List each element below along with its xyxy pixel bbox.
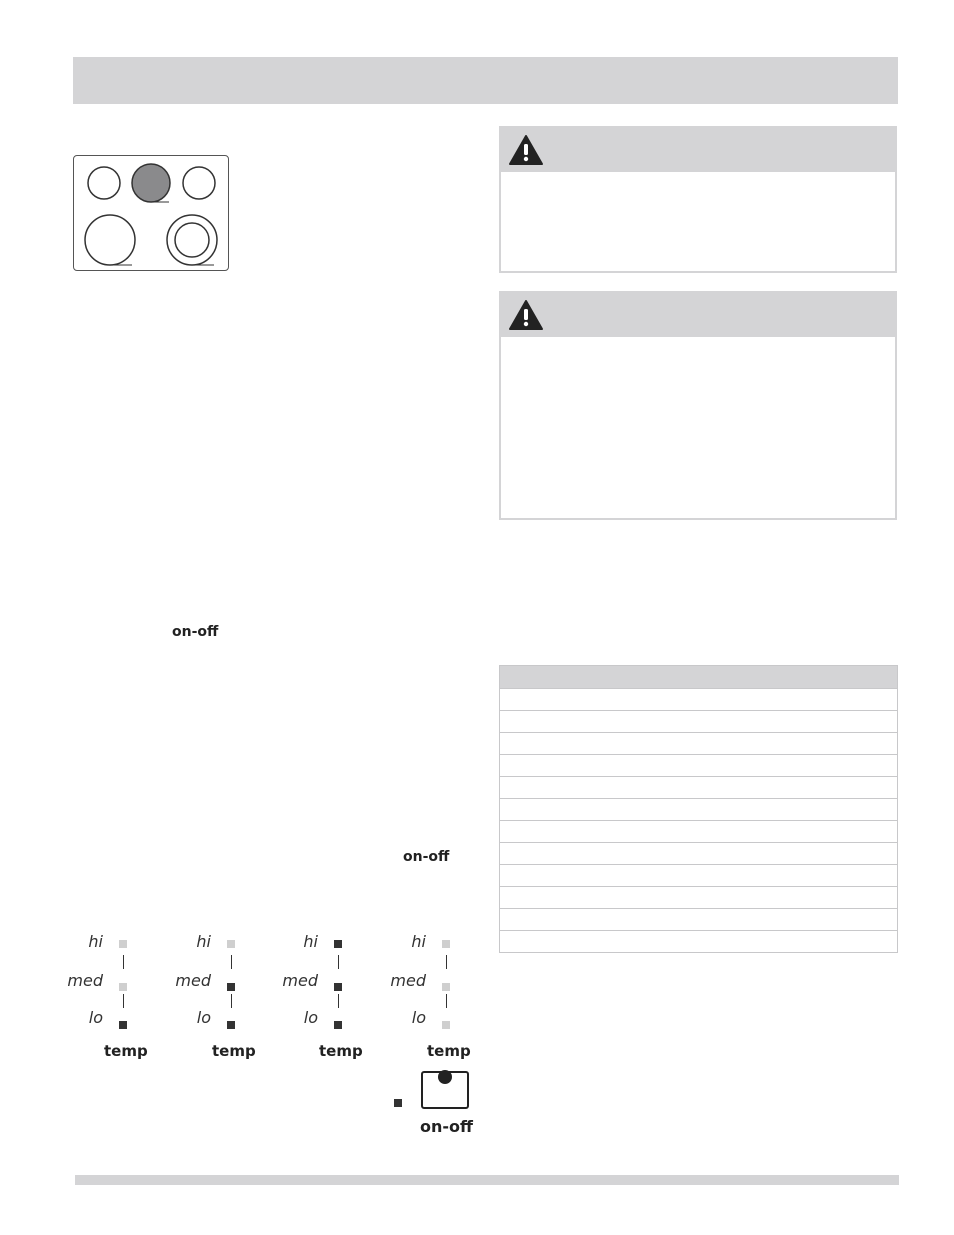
table-row — [500, 864, 897, 886]
table-row — [500, 732, 897, 754]
level-label-hi: hi — [196, 932, 211, 951]
table-row — [500, 820, 897, 842]
warning-triangle-icon — [508, 134, 544, 166]
level-label-med: med — [175, 971, 211, 990]
level-connector — [123, 994, 124, 1008]
level-indicator-lo — [334, 1021, 342, 1029]
page-footer-band — [75, 1175, 899, 1185]
level-connector — [338, 955, 339, 969]
temp-control-panel-4 — [390, 932, 490, 1062]
level-indicator-hi — [119, 940, 127, 948]
level-indicator-med — [334, 983, 342, 991]
level-indicator-lo — [119, 1021, 127, 1029]
level-indicator-lo — [227, 1021, 235, 1029]
table-row — [500, 688, 897, 710]
level-indicator-med — [442, 983, 450, 991]
table-row — [500, 886, 897, 908]
table-row — [500, 930, 897, 952]
level-connector — [231, 994, 232, 1008]
level-indicator-med — [227, 983, 235, 991]
temp-control-panel-1 — [67, 932, 167, 1062]
temp-button-label[interactable]: temp — [212, 1042, 256, 1060]
table-row — [500, 908, 897, 930]
level-label-hi: hi — [88, 932, 103, 951]
onoff-led-icon — [438, 1070, 452, 1084]
level-label-lo: lo — [196, 1008, 211, 1027]
table-row — [500, 842, 897, 864]
level-connector — [231, 955, 232, 969]
level-label-med: med — [67, 971, 103, 990]
warning-header-1 — [501, 128, 895, 172]
temp-button-label[interactable]: temp — [427, 1042, 471, 1060]
level-label-med: med — [282, 971, 318, 990]
onoff-button-label: on-off — [420, 1117, 473, 1136]
temp-button-label[interactable]: temp — [104, 1042, 148, 1060]
table-row — [500, 798, 897, 820]
cooktop-elements — [74, 156, 230, 272]
level-indicator-lo — [442, 1021, 450, 1029]
table-row — [500, 754, 897, 776]
cooktop-diagram — [73, 155, 229, 271]
level-label-med: med — [390, 971, 426, 990]
table-row — [500, 710, 897, 732]
level-connector — [446, 994, 447, 1008]
table-header — [500, 666, 897, 688]
warning-box-2 — [499, 291, 897, 520]
element-small-left — [88, 167, 120, 199]
level-label-lo: lo — [411, 1008, 426, 1027]
temp-button-label[interactable]: temp — [319, 1042, 363, 1060]
level-indicator-hi — [442, 940, 450, 948]
level-label-hi: hi — [303, 932, 318, 951]
element-dual-inner — [175, 223, 209, 257]
level-connector — [123, 955, 124, 969]
warning-triangle-icon — [508, 299, 544, 331]
page-header-band — [73, 57, 898, 104]
element-highlighted — [132, 164, 170, 202]
element-small-right — [183, 167, 215, 199]
level-indicator-hi — [334, 940, 342, 948]
level-label-hi: hi — [411, 932, 426, 951]
onoff-indicator-light — [394, 1099, 402, 1107]
temp-control-panel-3 — [282, 932, 382, 1062]
table-row — [500, 776, 897, 798]
onoff-button[interactable] — [421, 1071, 469, 1109]
element-large-left — [85, 215, 135, 265]
onoff-inline-label-1: on-off — [172, 624, 219, 640]
level-connector — [446, 955, 447, 969]
table-body — [500, 688, 897, 952]
spec-table — [499, 665, 898, 953]
level-indicator-hi — [227, 940, 235, 948]
onoff-inline-label-2: on-off — [403, 849, 450, 865]
level-connector — [338, 994, 339, 1008]
level-indicator-med — [119, 983, 127, 991]
level-label-lo: lo — [88, 1008, 103, 1027]
warning-box-1 — [499, 126, 897, 273]
warning-header-2 — [501, 293, 895, 337]
temp-control-panel-2 — [175, 932, 275, 1062]
level-label-lo: lo — [303, 1008, 318, 1027]
